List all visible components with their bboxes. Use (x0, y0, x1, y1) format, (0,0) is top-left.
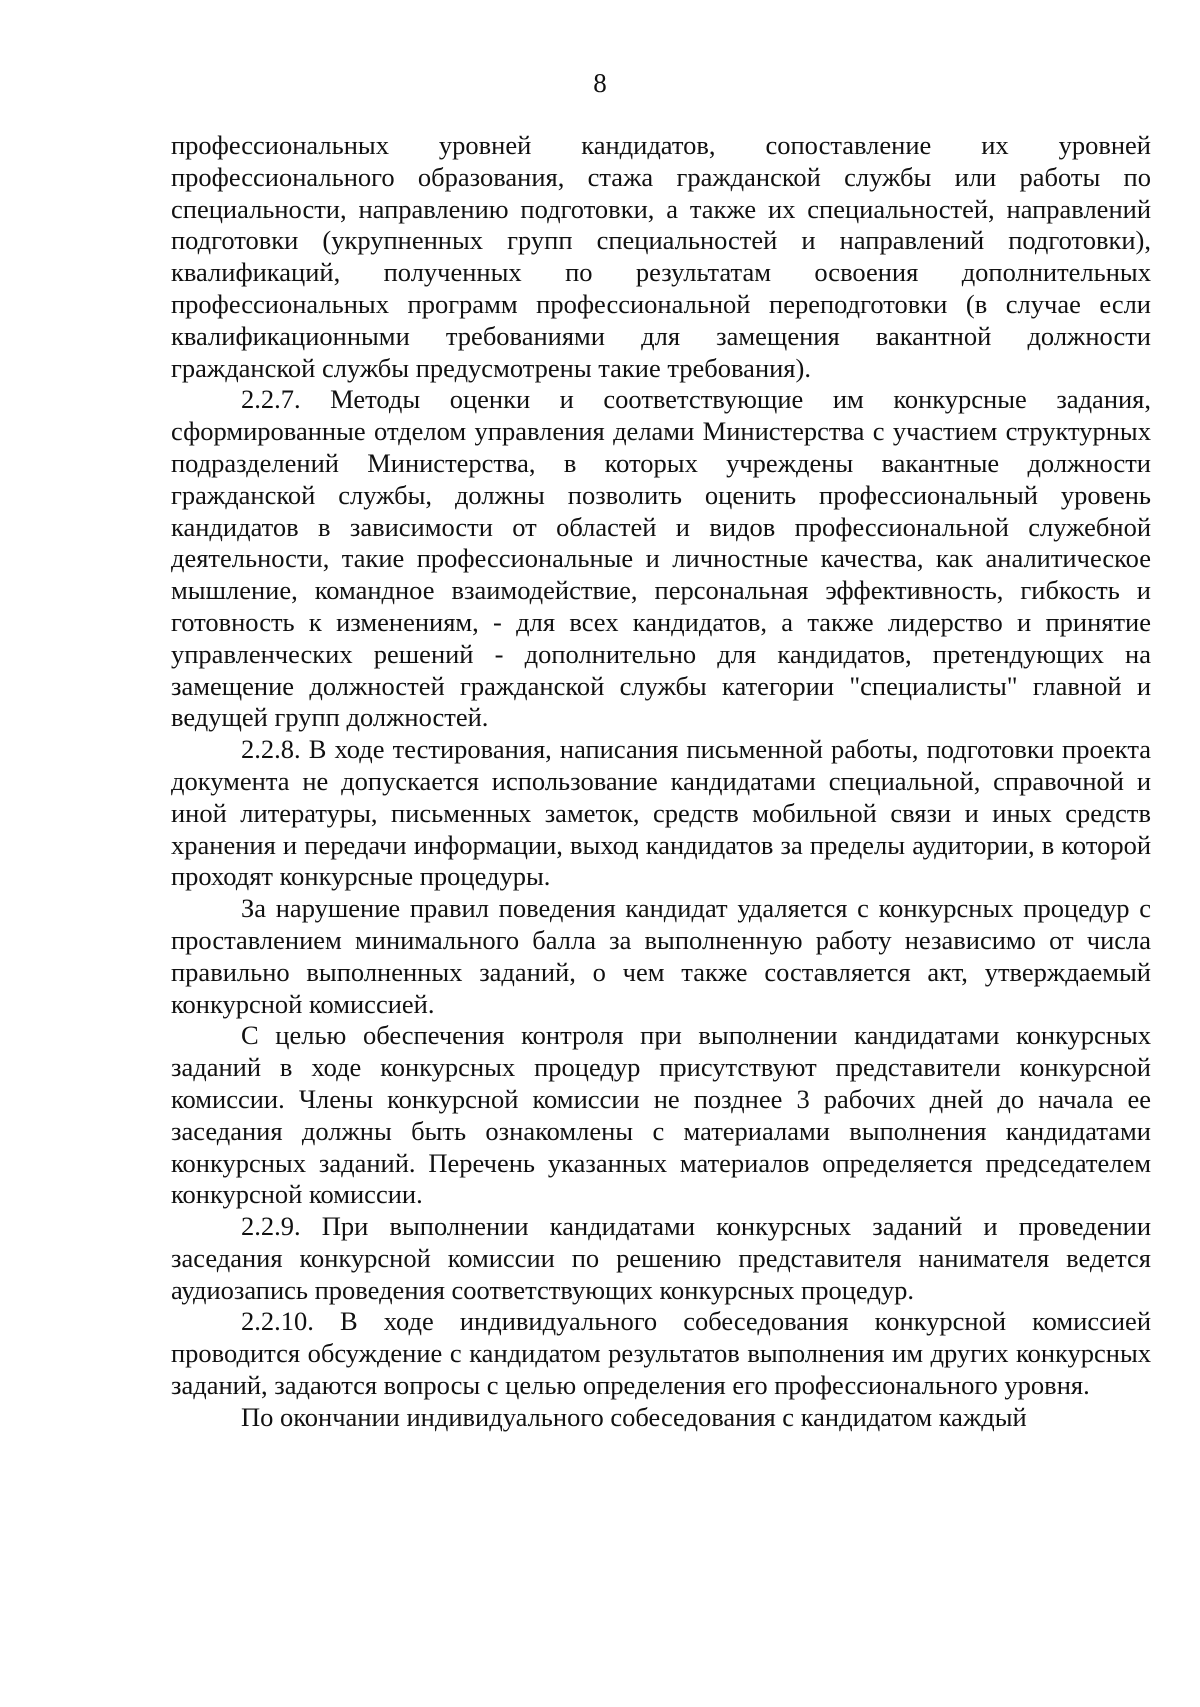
page-number: 8 (593, 68, 607, 98)
paragraph-continuation: профессиональных уровней кандидатов, сопоставление их уровней профессионального образования, стажа гражданской службы или работы по специальности, направлению подготовки, а также их специальностей, направлений подготовки (укрупненных групп специальностей и направлений подготовки), квалификаций, полученных по результатам освоения дополнительных профессиональных программ профессиональной переподготовки (в случае если квалификационными требованиями для замещения вакантной должности гражданской службы предусмотрены такие требования). (171, 130, 1151, 383)
paragraph-2-2-9: 2.2.9. При выполнении кандидатами конкурсных заданий и проведении заседания конкурсной комиссии по решению представителя нанимателя ведется аудиозапись проведения соответствующих конкурсных процедур. (171, 1211, 1151, 1305)
paragraph-2-2-7: 2.2.7. Методы оценки и соответствующие им конкурсные задания, сформированные отделом управления делами Министерства с участием структурных подразделений Министерства, в которых учреждены вакантные должности гражданской службы, должны позволить оценить профессиональный уровень кандидатов в зависимости от областей и видов профессиональной служебной деятельности, такие профессиональные и личностные качества, как аналитическое мышление, командное взаимодействие, персональная эффективность, гибкость и готовность к изменениям, - для всех кандидатов, а также лидерство и принятие управленческих решений - дополнительно для кандидатов, претендующих на замещение должностей гражданской службы категории "специалисты" главной и ведущей групп должностей. (171, 384, 1151, 733)
paragraph-control: С целью обеспечения контроля при выполнении кандидатами конкурсных заданий в ходе конкурсных процедур присутствуют представители конкурсной комиссии. Члены конкурсной комиссии не позднее 3 рабочих дней до начала ее заседания должны быть ознакомлены с материалами выполнения кандидатами конкурсных заданий. Перечень указанных материалов определяется председателем конкурсной комиссии. (171, 1020, 1151, 1210)
paragraph-interview-end: По окончании индивидуального собеседования с кандидатом каждый (241, 1401, 1027, 1432)
paragraph-2-2-10: 2.2.10. В ходе индивидуального собеседования конкурсной комиссией проводится обсуждение с кандидатом результатов выполнения им других конкурсных заданий, задаются вопросы с целью определения его профессионального уровня. (171, 1306, 1151, 1401)
paragraph-violation-rules: За нарушение правил поведения кандидат удаляется с конкурсных процедур с проставлением минимального балла за выполненную работу независимо от числа правильно выполненных заданий, о чем также составляется акт, утверждаемый конкурсной комиссией. (171, 893, 1151, 1019)
document-body (171, 130, 1151, 1434)
paragraph-2-2-8: 2.2.8. В ходе тестирования, написания письменной работы, подготовки проекта документа не допускается использование кандидатами специальной, справочной и иной литературы, письменных заметок, средств мобильной связи и иных средств хранения и передачи информации, выход кандидатов за пределы аудитории, в которой проходят конкурсные процедуры. (171, 734, 1151, 892)
